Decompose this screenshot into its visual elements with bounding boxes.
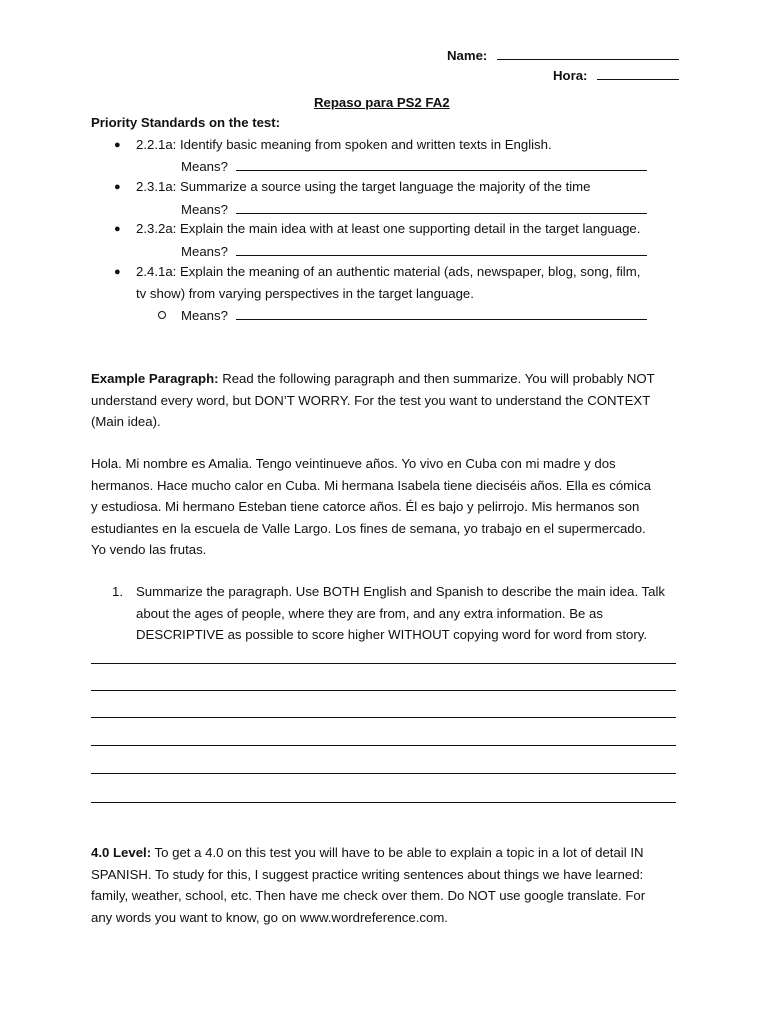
example-line: (Main idea). (91, 414, 161, 429)
hora-field[interactable] (597, 67, 679, 80)
story-line: hermanos. Hace mucho calor en Cuba. Mi hermana Isabela tiene dieciséis años. Ella es cómica (91, 477, 652, 493)
story-line: estudiantes en la escuela de Valle Largo. Los fines de semana, yo trabajo en el supermercado. (91, 520, 646, 536)
hora-label: Hora: (553, 68, 588, 83)
means-field[interactable] (236, 243, 647, 256)
level-line: family, weather, school, etc. Then have me check over them. Do NOT use google translate. For (91, 888, 646, 903)
answer-line[interactable] (91, 802, 676, 803)
means-field[interactable] (236, 307, 647, 320)
standard-item-2 (136, 179, 591, 194)
priority-heading: Priority Standards on the test: (91, 115, 281, 130)
level-line: any words you want to know, go on www.wordreference.com. (91, 909, 448, 925)
means-field[interactable] (236, 158, 647, 171)
question-line: about the ages of people, where they are from, and any extra information. Be as (136, 605, 603, 621)
answer-line[interactable] (91, 690, 676, 691)
story-line: y estudiosa. Mi hermano Esteban tiene catorce años. Él es bajo y pelirrojo. Mis hermanos son (91, 499, 640, 514)
story-paragraph (91, 453, 691, 561)
hora-row (553, 67, 679, 83)
means-row-3 (181, 243, 647, 259)
standard-text: Summarize a source using the target language the majority of the time (176, 179, 591, 194)
bullet-icon: ● (114, 266, 121, 278)
story-line: Hola. Mi nombre es Amalia. Tengo veintinueve años. Yo vivo en Cuba con mi madre y dos (91, 456, 616, 471)
means-label: Means? (181, 159, 228, 174)
standard-text: Explain the meaning of an authentic material (ads, newspaper, blog, song, film, (176, 264, 641, 279)
level-line: To get a 4.0 on this test you will have to be able to explain a topic in a lot of detail IN (151, 845, 644, 860)
answer-line[interactable] (91, 773, 676, 774)
level-line: SPANISH. To study for this, I suggest practice writing sentences about things we have learned: (91, 866, 644, 882)
question-line: Summarize the paragraph. Use BOTH English and Spanish to describe the main idea. Talk (136, 584, 665, 599)
standard-item-4 (136, 264, 640, 279)
level-label: 4.0 Level: (91, 845, 152, 860)
bullet-icon: ● (114, 139, 121, 151)
question-text (136, 581, 696, 646)
example-instructions (91, 368, 691, 433)
means-row-4 (181, 307, 647, 323)
means-field[interactable] (236, 201, 647, 214)
name-label: Name: (447, 48, 488, 63)
means-row-1 (181, 158, 647, 174)
page-title: Repaso para PS2 FA2 (314, 95, 450, 110)
standard-text: Identify basic meaning from spoken and written texts in English. (176, 137, 552, 152)
standard-text: Explain the main idea with at least one supporting detail in the target language. (176, 221, 641, 236)
standard-code: 2.2.1a: (136, 137, 177, 152)
example-line: understand every word, but DON’T WORRY. For the test you want to understand the CONTEXT (91, 392, 651, 408)
circle-bullet-icon (158, 311, 166, 319)
means-label: Means? (181, 202, 228, 217)
standard-code: 2.4.1a: (136, 264, 177, 279)
standard-code: 2.3.2a: (136, 221, 177, 236)
means-row-2 (181, 201, 647, 217)
question-number: 1. (112, 584, 123, 599)
means-label: Means? (181, 244, 228, 259)
name-row (447, 47, 679, 63)
question-line: DESCRIPTIVE as possible to score higher WITHOUT copying word for word from story. (136, 627, 648, 642)
answer-line[interactable] (91, 663, 676, 664)
answer-line[interactable] (91, 717, 676, 718)
standard-item-3 (136, 221, 640, 236)
standard-code: 2.3.1a: (136, 179, 177, 194)
answer-line[interactable] (91, 745, 676, 746)
example-label: Example Paragraph: (91, 371, 219, 386)
story-line: Yo vendo las frutas. (91, 542, 207, 557)
standard-item-1 (136, 137, 552, 152)
bullet-icon: ● (114, 181, 121, 193)
standard-item-4-continuation: tv show) from varying perspectives in the target language. (136, 286, 474, 301)
means-label: Means? (181, 308, 228, 323)
bullet-icon: ● (114, 223, 121, 235)
level-paragraph (91, 842, 691, 928)
example-line: Read the following paragraph and then summarize. You will probably NOT (218, 371, 655, 386)
name-field[interactable] (497, 47, 679, 60)
